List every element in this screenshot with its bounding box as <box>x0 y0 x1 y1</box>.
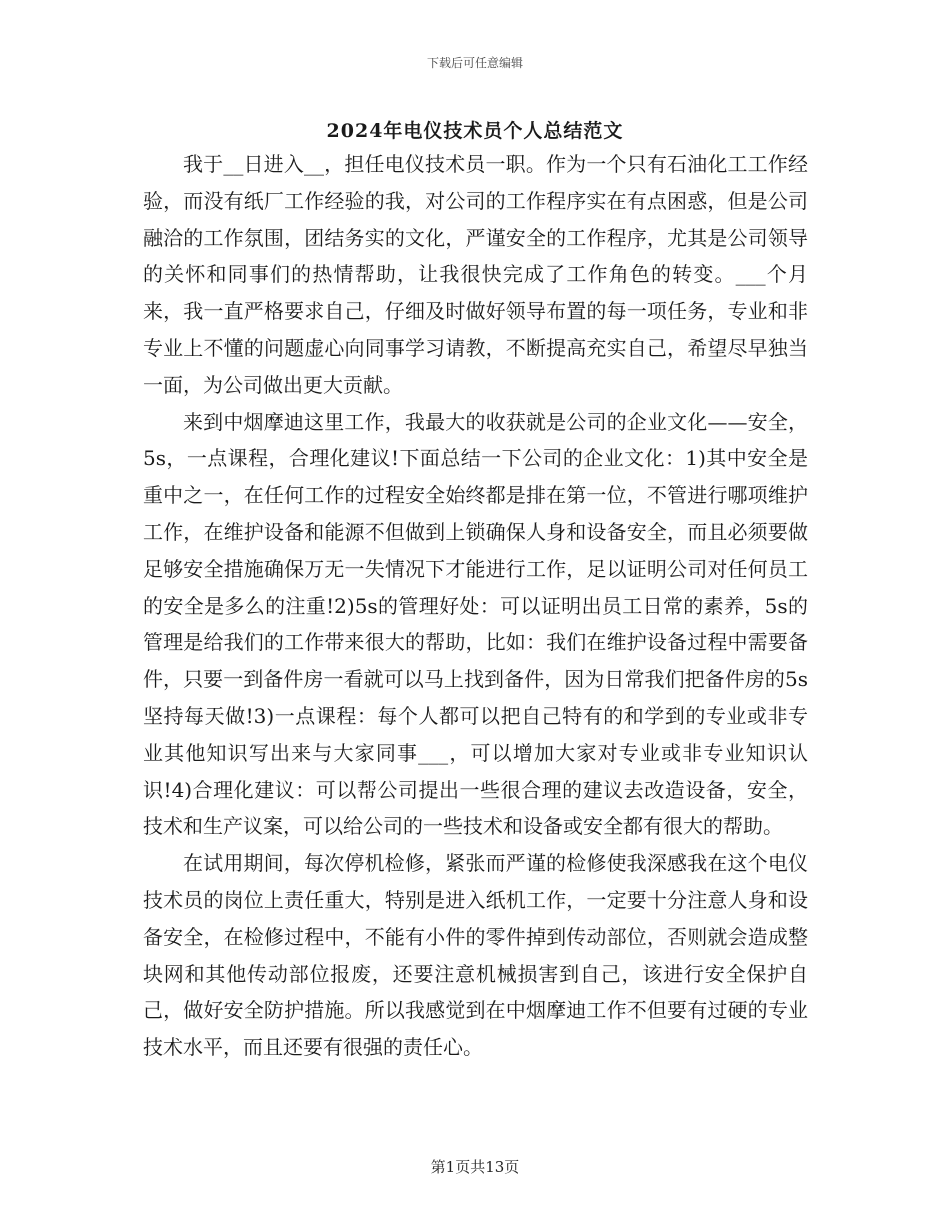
paragraph-1: 我于__日进入__，担任电仪技术员一职。作为一个只有石油化工工作经验，而没有纸厂工作经验的我，对公司的工作程序实在有点困惑，但是公司融洽的工作氛围，团结务实的文化，严谨安全的工作程序，尤其是公司领导的关怀和同事们的热情帮助，让我很快完成了工作角色的转变。___个月来，我一直严格要求自己，仔细及时做好领导布置的每一项任务，专业和非专业上不懂的问题虚心向同事学习请教，不断提高充实自己，希望尽早独当一面，为公司做出更大贡献。 <box>143 152 808 397</box>
document-title: 2024年电仪技术员个人总结范文 <box>326 120 624 142</box>
paragraph-2: 来到中烟摩迪这里工作，我最大的收获就是公司的企业文化——安全，5s，一点课程，合理化建议!下面总结一下公司的企业文化：1)其中安全是重中之一，在任何工作的过程安全始终都是排在第一位，不管进行哪项维护工作，在维护设备和能源不但做到上锁确保人身和设备安全，而且必须要做足够安全措施确保万无一失情况下才能进行工作，足以证明公司对任何员工的安全是多么的注重!2)5s的管理好处：可以证明出员工日常的素养，5s的管理是给我们的工作带来很大的帮助，比如：我们在维护设备过程中需要备件，只要一到备件房一看就可以马上找到备件，因为日常我们把备件房的5s坚持每天做!3)一点课程：每个人都可以把自己特有的和学到的专业或非专业其他知识写出来与大家同事___，可以增加大家对专业或非专业知识认识!4)合理化建议：可以帮公司提出一些很合理的建议去改造设备，安全，技术和生产议案，可以给公司的一些技术和设备或安全都有很大的帮助。 <box>143 409 808 839</box>
paragraph-3: 在试用期间，每次停机检修，紧张而严谨的检修使我深感我在这个电仪技术员的岗位上责任重大，特别是进入纸机工作，一定要十分注意人身和设备安全，在检修过程中，不能有小件的零件掉到传动部位，否则就会造成整块网和其他传动部位报废，还要注意机械损害到自己，该进行安全保护自己，做好安全防护措施。所以我感觉到在中烟摩迪工作不但要有过硬的专业技术水平，而且还要有很强的责任心。 <box>143 851 808 1060</box>
header-note: 下载后可任意编辑 <box>426 56 523 70</box>
page-indicator: 第1页共13页 <box>430 1158 520 1176</box>
document-body <box>143 146 808 1066</box>
